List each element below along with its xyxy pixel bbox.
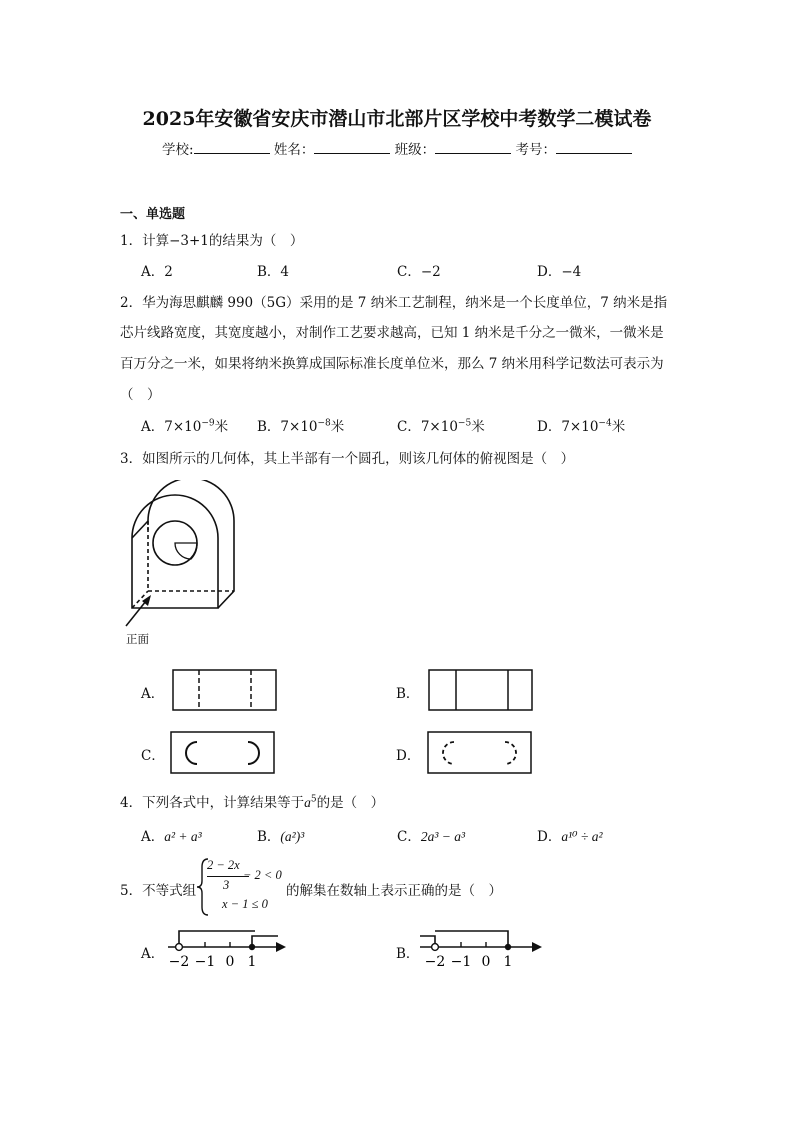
q2-option-b[interactable]: B．$7\times 10^{-8}$米 xyxy=(257,418,345,435)
axis-tick-label: 1 xyxy=(247,954,257,970)
axis-tick-label: −1 xyxy=(194,954,216,970)
q4-option-d[interactable]: D．a¹⁰ ÷ a² xyxy=(537,829,603,845)
q3-solid-figure xyxy=(115,480,255,650)
question-5-stem-post: 的解集在数轴上表示正确的是（ ） xyxy=(286,883,502,899)
q3-option-b-label[interactable]: B． xyxy=(396,686,420,702)
q1-option-c[interactable]: C．−2 xyxy=(397,264,441,280)
name-label: 姓名： xyxy=(273,142,315,158)
question-3-stem: 3．如图所示的几何体，其上半部有一个圆孔，则该几何体的俯视图是（ ） xyxy=(120,451,575,467)
q4-option-b[interactable]: B．(a²)³ xyxy=(257,829,305,845)
class-label: 班级： xyxy=(394,142,436,158)
school-blank[interactable] xyxy=(194,141,270,154)
q3-option-a-label[interactable]: A． xyxy=(141,686,165,702)
inequality-1-rest: − 2 < 0 xyxy=(243,868,282,882)
axis-tick-label: −2 xyxy=(168,954,190,970)
student-info-line xyxy=(0,138,794,158)
q1-option-b[interactable]: B．4 xyxy=(257,264,290,280)
q3-option-a-figure[interactable] xyxy=(172,669,278,711)
q2-option-c[interactable]: C．$7\times 10^{-5}$米 xyxy=(397,418,485,435)
question-2-line-1: 2．华为海思麒麟 990（5G）采用的是 7 纳米工艺制程，纳米是一个长度单位，7 纳米是指 xyxy=(120,295,668,311)
q2-option-d[interactable]: D．$7\times 10^{-4}$米 xyxy=(537,418,626,435)
question-2-line-3: 百万分之一米，如果将纳米换算成国际标准长度单位米，那么 7 纳米用科学记数法可表示为 xyxy=(120,356,664,372)
axis-tick-label: −2 xyxy=(424,954,446,970)
axis-tick-label: 0 xyxy=(225,954,235,970)
q3-option-b-figure[interactable] xyxy=(428,669,534,711)
question-2-line-2: 芯片线路宽度，其宽度越小，对制作工艺要求越高，已知 1 纳米是千分之一微米，一微米是 xyxy=(120,325,664,341)
q3-option-c-label[interactable]: C． xyxy=(141,748,165,764)
q3-option-c-figure[interactable] xyxy=(170,731,276,775)
inequality-2: x − 1 ≤ 0 xyxy=(222,897,268,911)
q5-option-b-number-line[interactable] xyxy=(416,920,548,972)
axis-tick-label: 0 xyxy=(481,954,491,970)
front-label: 正面 xyxy=(126,632,149,646)
question-2-line-4: （ ） xyxy=(120,387,161,403)
school-label: 学校: xyxy=(162,142,194,158)
inequality-1-denominator: 3 xyxy=(223,878,230,892)
q5-option-b-label[interactable]: B． xyxy=(396,946,420,962)
axis-tick-label: 1 xyxy=(503,954,513,970)
q2-option-a[interactable]: A．$7\times 10^{-9}$米 xyxy=(141,418,229,435)
section-heading: 一、单选题 xyxy=(120,207,186,222)
name-blank[interactable] xyxy=(314,141,390,154)
page-title: 2025年安徽省安庆市潜山市北部片区学校中考数学二模试卷 xyxy=(142,108,652,130)
question-5-stem-pre: 5．不等式组 xyxy=(120,883,197,899)
class-blank[interactable] xyxy=(435,141,511,154)
number-label: 考号： xyxy=(515,142,556,158)
q4-option-a[interactable]: A．a² + a³ xyxy=(141,829,202,845)
question-1-stem: 1．计算−3+1的结果为（ ） xyxy=(120,233,304,249)
question-4-stem: 4．下列各式中，计算结果等于$a^5$的是（ ） xyxy=(120,794,385,811)
number-blank[interactable] xyxy=(556,141,632,154)
q1-option-a[interactable]: A．2 xyxy=(141,264,173,280)
q4-option-c[interactable]: C．2a³ − a³ xyxy=(397,829,466,845)
q3-option-d-figure[interactable] xyxy=(427,731,533,775)
axis-tick-label: −1 xyxy=(450,954,472,970)
q1-option-d[interactable]: D．−4 xyxy=(537,264,582,280)
q5-option-a-label[interactable]: A． xyxy=(141,946,165,962)
inequality-1-numerator: 2 − 2x xyxy=(207,858,240,872)
q5-option-a-number-line[interactable] xyxy=(160,920,292,972)
q3-option-d-label[interactable]: D． xyxy=(396,748,421,764)
